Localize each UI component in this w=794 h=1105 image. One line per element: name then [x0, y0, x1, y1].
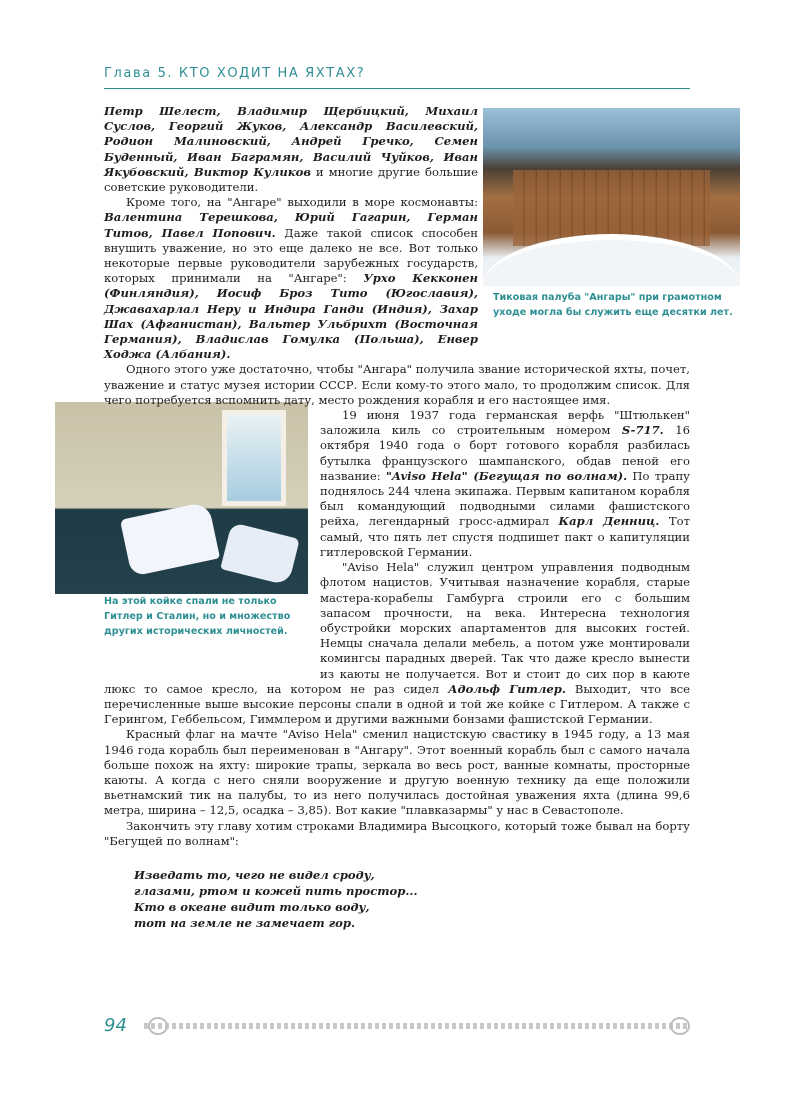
poem-line: Кто в океане видит только воду,	[134, 899, 370, 914]
cabin-photo-caption: На этой койке спали не только Гитлер и Сталин, но и множество других исторических личностей.	[104, 596, 291, 637]
paragraph-4: 19 июня 1937 года германская верфь "Штюлькен" заложила киль со строительным номером S-717. 16 октября 1940 года о борт готового корабля разбилась бутылка французского шампанского, обдав пеной его название: "Aviso Hela" (Бегущая по волнам). По трапу поднялось 244 члена экипажа. Первым капитаном корабля был командующий подводными силами фашистского рейха, легендарный гросс-адмирал Карл Денниц. Тот самый, что пять лет спустя подпишет пакт о капитуляции гитлеровской Германии.	[320, 408, 691, 559]
rope-ornament	[144, 1023, 690, 1029]
knot-icon	[148, 1017, 168, 1035]
paragraph-5: "Aviso Hela" служил центром управления подводным флотом нацистов. Учитывая назначение корабля, старые мастера-корабелы Гамбурга строили его с большим запасом прочности, на века. Интересна технология обустройки морских апартаментов для высоких гостей. Немцы сначала делали мебель, а потом уже монтировали комингсы парадных дверей. Так что даже кресло вынести из каюты не получается. Вот и стоит до сих пор в каюте люкс то самое кресло, на котором не раз сидел Адольф Гитлер. Выходит, что все перечисленные выше высокие персоны спали в одной и той же койке с Гитлером. А также с Герингом, Геббельсом, Гиммлером и другими важными бонзами фашистской Германии.	[104, 560, 690, 727]
article-body	[104, 104, 690, 931]
cabin-photo-spacer	[104, 408, 320, 668]
deck-photo-caption: Тиковая палуба "Ангары" при грамотном уходе могла бы служить еще десятки лет.	[493, 292, 733, 318]
knot-icon	[670, 1017, 690, 1035]
poem-quote	[134, 867, 690, 931]
paragraph-2: Кроме того, на "Ангаре" выходили в море космонавты: Валентина Терешкова, Юрий Гагарин, Герман Титов, Павел Попович. Даже такой список способен внушить уважение, но это еще далеко не все. Вот только некоторые первые руководители зарубежных государств, которых принимали на "Ангаре": Урхо Кекконен (Финляндия), Иосиф Броз Тито (Югославия), Джавахарлал Неру и Индира Ганди (Индия), Захар Шах (Афганистан), Вальтер Ульбрихт (Восточная Германия), Владислав Гомулка (Польша), Енвер Ходжа (Албания).	[104, 195, 479, 362]
poem-line: глазами, ртом и кожей пить простор...	[134, 883, 418, 898]
paragraph-7: Закончить эту главу хотим строками Владимира Высоцкого, который тоже бывал на борту "Бегущей по волнам":	[104, 818, 690, 848]
page-footer	[104, 1015, 690, 1039]
chapter-header: Глава 5. КТО ХОДИТ НА ЯХТАХ?	[104, 66, 366, 81]
paragraph-1: Петр Шелест, Владимир Щербицкий, Михаил Суслов, Георгий Жуков, Александр Василевский, Родион Малиновский, Андрей Гречко, Семен Буденный, Иван Баграмян, Василий Чуйков, Иван Якубовский, Виктор Куликов и многие другие большие советские руководители.	[104, 104, 479, 195]
poem-line: Изведать то, чего не видел сроду,	[134, 867, 375, 882]
poem-line: тот на земле не замечает гор.	[134, 915, 356, 930]
paragraph-3: Одного этого уже достаточно, чтобы "Ангара" получила звание исторической яхты, почет, уважение и статус музея истории СССР. Если кому-то этого мало, то продолжим список. Для чего потребуется вспомнить дату, место рождения корабля и его настоящее имя.	[104, 362, 690, 407]
header-rule	[104, 88, 690, 89]
page-number: 94	[104, 1015, 127, 1036]
paragraph-6: Красный флаг на мачте "Aviso Hela" сменил нацистскую свастику в 1945 году, а 13 мая 1946 года корабль был переименован в "Ангару". Этот военный корабль был с самого начала больше похож на яхту: широкие трапы, зеркала во весь рост, ванные комнаты, просторные каюты. А когда с него сняли вооружение и другую военную технику да еще положили вьетнамский тик на палубы, то из него получилась достойная уважения яхта (длина 99,6 метра, ширина – 12,5, осадка – 3,85). Вот какие "плавказармы" у нас в Севастополе.	[104, 727, 690, 818]
